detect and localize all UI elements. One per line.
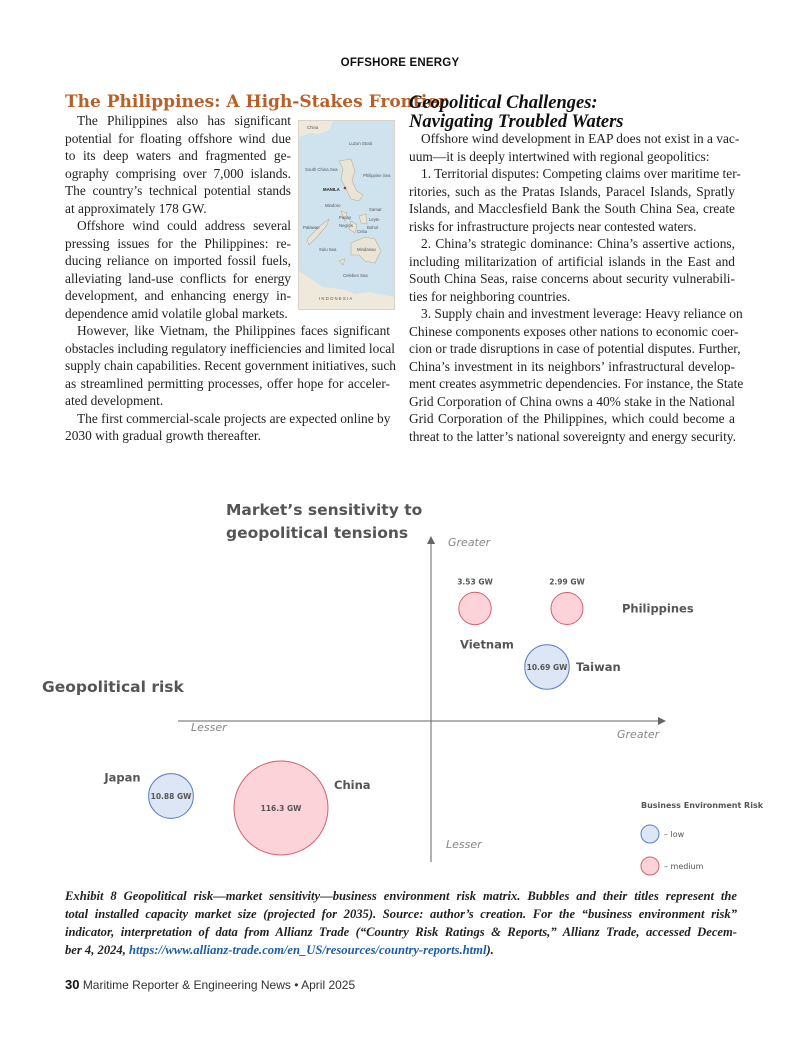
text-line: cion or trade disruptions in case of potential disputes. Further, (409, 341, 741, 356)
text-line: at approximately 178 GW. (65, 200, 207, 216)
x-low-label: Lesser (191, 721, 227, 734)
legend-label-medium: – medium (664, 862, 704, 871)
chart-title-line2: geopolitical tensions (226, 524, 409, 542)
text-line: uum—it is deeply intertwined with regional geopolitics: (409, 148, 710, 164)
text-line: Grid Corporation of China owns a 40% stake in the National (409, 393, 735, 409)
risk-matrix-chart (0, 480, 800, 880)
text-line: The first commercial-scale projects are expected online by (77, 410, 391, 426)
map-label: Leyte (369, 217, 380, 222)
legend-label-low: – low (664, 830, 685, 839)
section-label: OFFSHORE ENERGY (340, 57, 460, 69)
bubble-capacity-label: 116.3 GW (260, 804, 302, 813)
map-label: Samar (369, 207, 382, 212)
bubble-philippines (551, 593, 583, 625)
page-number: 30 (65, 977, 80, 992)
text-line: 3. Supply chain and investment leverage: Heavy reliance on (421, 306, 743, 321)
map-label: INDONESIA (319, 296, 354, 301)
bubble-country-label: China (334, 778, 371, 792)
caption-prefix: ber 4, 2024, (65, 943, 130, 957)
bubble-capacity-label: 2.99 GW (549, 577, 585, 587)
text-line: threat to the latter’s national sovereignty and energy security. (409, 428, 736, 444)
footer-text: Maritime Reporter & Engineering News • April 2025 (82, 978, 356, 992)
map-label: Negros (339, 223, 353, 228)
bubble-country-label: Vietnam (460, 637, 514, 652)
map-label: Mindanao (357, 247, 376, 252)
map-label: Bohol (367, 225, 378, 230)
map-label: MANILA (323, 187, 340, 192)
text-line: 1. Territorial disputes: Competing claims over maritime ter- (421, 166, 741, 181)
right-text (409, 130, 744, 445)
text-line: as streamlined permitting processes, offer hope for acceler- (65, 375, 390, 391)
text-line: pressing issues for the Philippines: re- (65, 235, 291, 251)
y-axis-arrow-icon (427, 536, 435, 544)
figure-caption (65, 887, 737, 959)
text-line: supply chain capabilities. Recent government initiatives, such (65, 358, 396, 373)
bubble-capacity-label: 10.88 GW (150, 792, 192, 801)
text-line: dependence amid volatile global markets. (65, 305, 288, 321)
text-line: development, and enhancing energy in- (65, 288, 291, 303)
text-line: alleviating land-use conflicts for energy (65, 270, 291, 286)
y-high-label: Greater (448, 536, 491, 549)
legend-swatch-medium (641, 857, 659, 875)
caption-line: indicator, interpretation of data from Allianz Trade (“Country Risk Ratings & Reports,” Allianz Trade, accessed Decem- (65, 925, 737, 939)
caption-line: Exhibit 8 Geopolitical risk—market sensitivity—business environment risk matrix. Bubbles and their titles represent the (65, 889, 737, 903)
right-heading-line: Navigating Troubled Waters (409, 112, 624, 132)
text-line: ducing reliance on imported fossil fuels, (65, 253, 291, 268)
bubble-country-label: Philippines (622, 601, 694, 616)
chart-title-line1: Market’s sensitivity to (226, 501, 423, 519)
text-line: Offshore wind could address several (77, 218, 291, 233)
right-heading (409, 94, 739, 132)
y-low-label: Lesser (446, 838, 482, 851)
left-narrow-text (65, 112, 291, 322)
map-label: Palawan (303, 225, 320, 230)
text-line: Grid Corporation of the Philippines, which could become a (409, 411, 735, 426)
legend-title: Business Environment Risk (641, 801, 764, 810)
x-axis-label: Geopolitical risk (42, 678, 184, 696)
bubble-country-label: Taiwan (576, 660, 621, 674)
text-line: potential for floating offshore wind due (65, 130, 291, 146)
caption-line: total installed capacity market size (projected for 2035). Source: author’s creation. For the “business environment risk” (65, 907, 737, 921)
map-label: Luzon Strait (349, 141, 372, 146)
source-link[interactable]: https://www.allianz-trade.com/en_US/resources/country-reports.html (129, 943, 487, 957)
caption-suffix: ). (486, 943, 494, 957)
left-heading: The Philippines: A High-Stakes Frontier (65, 92, 448, 112)
map-label: South China Sea (305, 167, 338, 172)
philippines-map (298, 120, 395, 310)
map-label: Philippine Sea (363, 173, 391, 178)
caption-line (65, 941, 737, 959)
text-line: China’s investment in its neighbors’ infrastructural develop- (409, 358, 735, 374)
risk-matrix-svg (0, 480, 800, 880)
map-label: Sulu Sea (319, 247, 337, 252)
bubble-country-label: Japan (104, 770, 141, 785)
legend-swatch-low (641, 825, 659, 843)
map-label: China (307, 125, 319, 130)
text-line: The Philippines also has significant (77, 113, 291, 128)
text-line: ography comprising over 7,000 islands. (65, 165, 291, 181)
x-high-label: Greater (617, 728, 660, 741)
text-line: Chinese components exposes other nations to economic coer- (409, 323, 739, 339)
text-line: obstacles including regulatory inefficiencies and limited local (65, 340, 395, 356)
left-wide-text (65, 322, 396, 445)
text-line: Offshore wind development in EAP does not exist in a vac- (421, 131, 740, 146)
map-label: Cebu (357, 229, 368, 234)
text-line: The country’s technical potential stands (65, 183, 291, 198)
text-line: including militarization of artificial islands in the East and (409, 253, 735, 269)
text-line: 2. China’s strategic dominance: China’s assertive actions, (421, 236, 735, 251)
text-line: Islands, and Macclesfield Bank the South China Sea, create (409, 201, 735, 216)
page-footer (65, 977, 355, 992)
bubble-vietnam (459, 592, 491, 624)
bubble-capacity-label: 10.69 GW (526, 663, 568, 672)
right-heading-line: Geopolitical Challenges: (409, 93, 598, 113)
text-line: South China Seas, raise concerns about security vulnerabili- (409, 271, 735, 286)
text-line: ated development. (65, 393, 164, 408)
text-line: 2030 with gradual growth thereafter. (65, 428, 261, 443)
text-line: ties for neighboring countries. (409, 288, 571, 304)
text-line: to its deep waters and fragmented ge- (65, 148, 291, 163)
map-label: Celebes Sea (343, 273, 368, 278)
text-line: However, like Vietnam, the Philippines faces significant (77, 323, 390, 338)
map-graphic (299, 121, 394, 309)
bubble-capacity-label: 3.53 GW (457, 577, 493, 587)
x-axis-arrow-icon (658, 717, 666, 725)
map-label: Panay (339, 215, 352, 220)
text-line: risks for infrastructure projects near contested waters. (409, 218, 697, 234)
map-label: Mindoro (325, 203, 341, 208)
text-line: ritories, such as the Pratas Islands, Paracel Islands, Spratly (409, 183, 735, 199)
text-line: ment creates asymmetric dependencies. For instance, the State (409, 376, 744, 391)
